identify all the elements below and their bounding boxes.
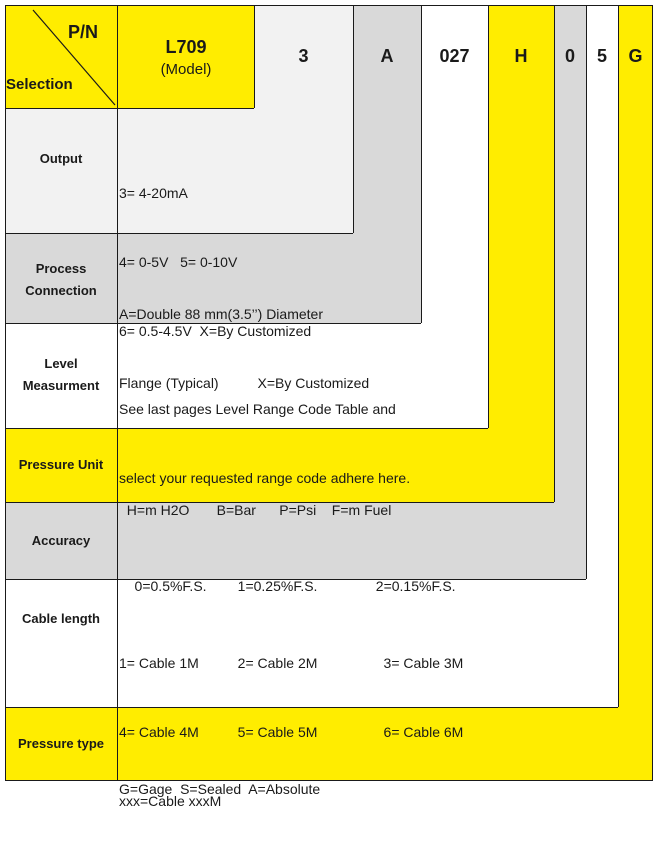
row-options-accuracy: 0=0.5%F.S. 1=0.25%F.S. 2=0.15%F.S. [119,578,456,594]
code-pressure-type: G [628,46,643,66]
row-label-output: Output [39,151,83,166]
code-level-range: 027 [439,46,470,66]
model-code: L709 [165,37,207,57]
row-label-accuracy: Accuracy [31,533,91,548]
code-output: 3 [298,46,309,66]
pn-label: P/N [67,22,98,42]
row-label-pressure-unit: Pressure Unit [18,457,104,472]
code-process-connection: A [380,46,394,66]
model-label: (Model) [160,61,212,78]
row-options-level-measurement: See last pages Level Range Code Table and select your requested range code adhere here. [119,401,411,486]
row-options-cable-length: 1= Cable 1M 2= Cable 2M 3= Cable 3M 4= Cable 4M 5= Cable 5M 6= Cable 6M xxx=Cable xxxM [119,655,464,809]
row-label-cable-length: Cable length [21,611,100,626]
row-label-process-connection: Process Connection [25,261,97,298]
code-cable-length: 5 [596,46,607,66]
row-options-output: 3= 4-20mA 4= 0-5V 5= 0-10V 6= 0.5-4.5V X=By Customized [119,185,312,339]
row-options-process-connection: A=Double 88 mm(3.5’’) Diameter Flange (Typical) X=By Customized [119,306,370,391]
row-label-pressure-type: Pressure type [18,736,104,751]
code-pressure-unit: H [514,46,528,66]
code-accuracy: 0 [564,46,575,66]
row-label-level-measurement: Level Measurment [22,356,100,393]
row-options-pressure-type: G=Gage S=Sealed A=Absolute [119,781,321,797]
selection-label: Selection [6,76,73,93]
row-options-pressure-unit: H=m H2O B=Bar P=Psi F=m Fuel [119,502,392,518]
